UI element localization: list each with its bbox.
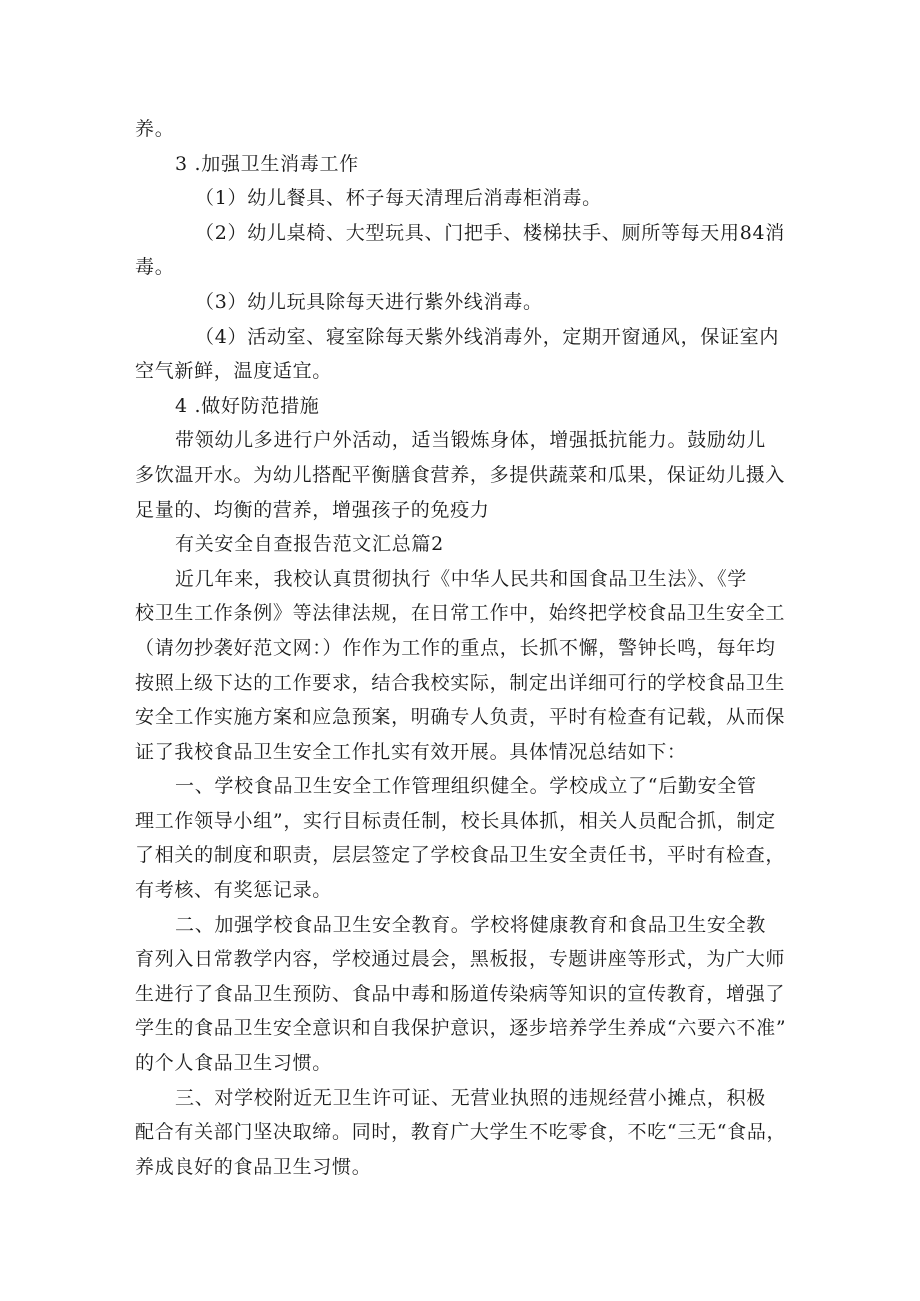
list-item: （2）幼儿桌椅、大型玩具、门把手、楼梯扶手、厕所等每天用84消 (195, 221, 785, 244)
paragraph-line: 空气新鲜，温度适宜。 (135, 360, 333, 383)
paragraph-line: 学生的食品卫生安全意识和自我保护意识，逐步培养学生养成“六要六不准” (135, 1017, 787, 1040)
paragraph-line: 一、学校食品卫生安全工作管理组织健全。学校成立了“后勤安全管 (175, 775, 757, 798)
paragraph-line: 生进行了食品卫生预防、食品中毒和肠道传染病等知识的宣传教育，增强了 (135, 982, 786, 1005)
paragraph-line: 毒。 (135, 256, 175, 279)
paragraph-line: 安全工作实施方案和应急预案，明确专人负责，平时有检查有记载，从而保 (135, 706, 786, 729)
paragraph-line: 证了我校食品卫生安全工作扎实有效开展。具体情况总结如下： (135, 740, 687, 763)
paragraph-line: 带领幼儿多进行户外活动，适当锻炼身体，增强抵抗能力。鼓励幼儿 (175, 429, 767, 452)
paragraph-line: 按照上级下达的工作要求，结合我校实际，制定出详细可行的学校食品卫生 (135, 671, 786, 694)
section-heading: 3 .加强卫生消毒工作 (175, 152, 359, 175)
paragraph-line: 了相关的制度和职责，层层签定了学校食品卫生安全责任书，平时有检查， (135, 844, 786, 867)
article-title: 有关安全自查报告范文汇总篇2 (175, 533, 444, 556)
list-item: （3）幼儿玩具除每天进行紫外线消毒。 (195, 290, 543, 313)
paragraph-line: 多饮温开水。为幼儿搭配平衡膳食营养，多提供蔬菜和瓜果，保证幼儿摄入 (135, 463, 786, 486)
paragraph-line: 理工作领导小组”，实行目标责任制，校长具体抓，相关人员配合抓，制定 (135, 809, 776, 832)
document-body (135, 112, 795, 1184)
paragraph-line: 的个人食品卫生习惯。 (135, 1052, 333, 1075)
section-heading: 4 .做好防范措施 (175, 394, 320, 417)
paragraph-line: 二、加强学校食品卫生安全教育。学校将健康教育和食品卫生安全教 (175, 913, 767, 936)
paragraph-line: 育列入日常教学内容，学校通过晨会，黑板报，专题讲座等形式，为广大师 (135, 948, 786, 971)
paragraph-line: 养。 (135, 118, 175, 140)
paragraph-line: 近几年来，我校认真贯彻执行《中华人民共和国食品卫生法》、《学 (175, 567, 748, 590)
paragraph-line: 三、对学校附近无卫生许可证、无营业执照的违规经营小摊点，积极 (175, 1086, 767, 1109)
paragraph-line: （请勿抄袭好范文网：）作作为工作的重点，长抓不懈，警钟长鸣，每年均 (135, 636, 776, 659)
list-item: （4）活动室、寝室除每天紫外线消毒外，定期开窗通风，保证室内 (195, 325, 780, 348)
paragraph-line: 配合有关部门坚决取缔。同时，教育广大学生不吃零食，不吃“三无“食品， (135, 1121, 787, 1144)
paragraph-line: 有考核、有奖惩记录。 (135, 879, 333, 902)
list-item: （1）幼儿餐具、杯子每天清理后消毒柜消毒。 (195, 187, 602, 210)
paragraph-line: 校卫生工作条例》等法律法规，在日常工作中，始终把学校食品卫生安全工 (135, 602, 786, 625)
paragraph-line: 养成良好的食品卫生习惯。 (135, 1155, 372, 1178)
paragraph-line: 足量的、均衡的营养，增强孩子的免疫力 (135, 498, 490, 521)
